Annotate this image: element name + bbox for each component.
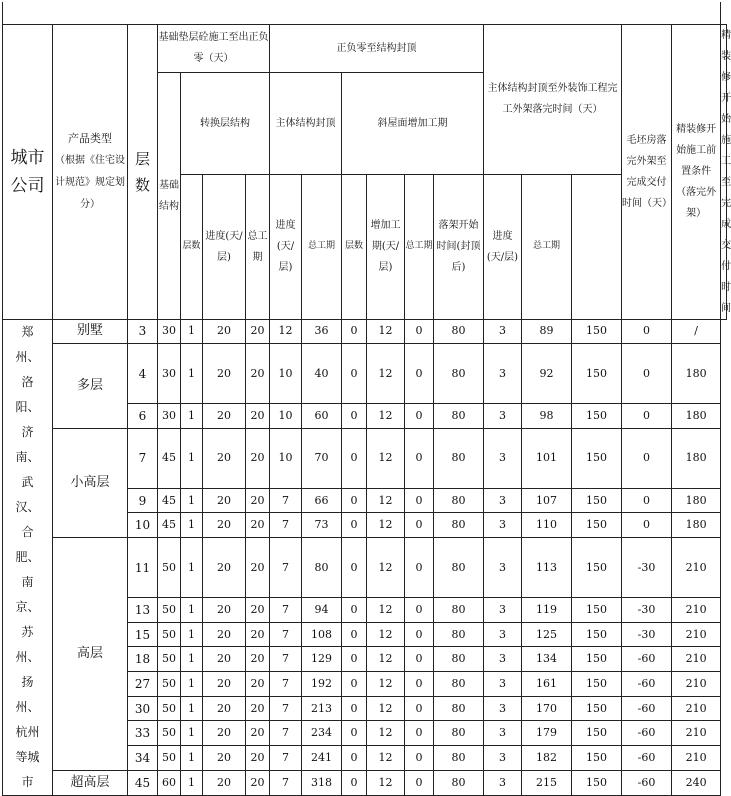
fine-delivery-cell: / [672, 319, 721, 344]
floors-cell: 18 [128, 647, 158, 672]
transfer-total-cell: 20 [246, 672, 270, 697]
main-progress-cell: 7 [270, 672, 302, 697]
foundation-cell: 45 [158, 513, 181, 538]
product-category-cell: 高层 [53, 538, 128, 771]
fine-delivery-cell: 210 [672, 598, 721, 623]
decor-total-cell: 134 [522, 647, 572, 672]
fine-delivery-header: 精装修开始施工至完成交付时间 [721, 24, 727, 319]
decor-start-cell: 80 [434, 746, 484, 771]
product-category-cell: 超高层 [53, 770, 128, 795]
product-type-note: （根据《住宅设计规范》规定划分） [55, 154, 125, 210]
decor-start-cell: 80 [434, 696, 484, 721]
fine-start-cell: 0 [622, 513, 672, 538]
transfer-floors-header: 层数 [181, 175, 203, 320]
main-total-cell: 66 [302, 488, 342, 513]
transfer-total-cell: 20 [246, 746, 270, 771]
decor-total-cell: 98 [522, 404, 572, 429]
decor-total-cell: 110 [522, 513, 572, 538]
rough-delivery-cell: 150 [572, 488, 622, 513]
transfer-floors-cell: 1 [181, 770, 203, 795]
product-category-cell: 别墅 [53, 319, 128, 344]
fine-delivery-cell: 180 [672, 488, 721, 513]
decor-start-cell: 80 [434, 513, 484, 538]
table-row [3, 319, 727, 344]
main-total-cell: 192 [302, 672, 342, 697]
main-progress-cell: 12 [270, 319, 302, 344]
transfer-total-cell: 20 [246, 488, 270, 513]
roof-total-cell: 0 [405, 513, 434, 538]
roof-added-cell: 12 [367, 319, 405, 344]
decor-progress-cell: 3 [484, 513, 522, 538]
roof-total-cell: 0 [405, 647, 434, 672]
main-total-cell: 213 [302, 696, 342, 721]
transfer-sub-header: 转换层结构 [181, 72, 270, 175]
table-row [3, 770, 727, 795]
decor-progress-cell: 3 [484, 598, 522, 623]
roof-floors-cell: 0 [342, 513, 367, 538]
transfer-floors-cell: 1 [181, 721, 203, 746]
transfer-floors-cell: 1 [181, 404, 203, 429]
rough-delivery-cell: 150 [572, 647, 622, 672]
fine-delivery-cell: 210 [672, 721, 721, 746]
roof-floors-cell: 0 [342, 598, 367, 623]
rough-delivery-cell: 150 [572, 696, 622, 721]
city-company-header: 城市公司 [3, 24, 53, 319]
transfer-progress-cell: 20 [203, 770, 246, 795]
floors-cell: 15 [128, 622, 158, 647]
transfer-total-cell: 20 [246, 319, 270, 344]
roof-added-cell: 12 [367, 721, 405, 746]
roof-floors-cell: 0 [342, 647, 367, 672]
decor-start-cell: 80 [434, 428, 484, 488]
main-total-cell: 60 [302, 404, 342, 429]
decor-total-cell: 170 [522, 696, 572, 721]
roof-added-cell: 12 [367, 344, 405, 404]
decoration-group-header: 主体结构封顶至外装饰工程完工外架落完时间（天） [484, 24, 622, 175]
decor-progress-cell: 3 [484, 538, 522, 598]
foundation-sub-header: 基础结构 [158, 72, 181, 319]
decor-progress-cell: 3 [484, 319, 522, 344]
main-structure-sub-header: 主体结构封顶 [270, 72, 342, 175]
decor-progress-cell: 3 [484, 770, 522, 795]
fine-start-cell: -30 [622, 598, 672, 623]
transfer-floors-cell: 1 [181, 538, 203, 598]
main-progress-cell: 7 [270, 647, 302, 672]
roof-floors-cell: 0 [342, 622, 367, 647]
main-progress-cell: 7 [270, 721, 302, 746]
fine-delivery-cell: 180 [672, 404, 721, 429]
foundation-cell: 50 [158, 647, 181, 672]
rough-delivery-cell: 150 [572, 672, 622, 697]
rough-delivery-cell: 150 [572, 538, 622, 598]
transfer-floors-cell: 1 [181, 622, 203, 647]
rough-delivery-cell: 150 [572, 319, 622, 344]
roof-total-cell: 0 [405, 696, 434, 721]
decor-total-cell: 107 [522, 488, 572, 513]
main-total-cell: 80 [302, 538, 342, 598]
rough-delivery-cell: 150 [572, 344, 622, 404]
roof-floors-cell: 0 [342, 696, 367, 721]
decor-total-cell: 215 [522, 770, 572, 795]
main-total-cell: 73 [302, 513, 342, 538]
transfer-progress-cell: 20 [203, 319, 246, 344]
main-progress-cell: 7 [270, 770, 302, 795]
roof-floors-cell: 0 [342, 538, 367, 598]
transfer-progress-cell: 20 [203, 598, 246, 623]
roof-total-cell: 0 [405, 672, 434, 697]
decor-start-cell: 80 [434, 770, 484, 795]
fine-start-cell: -60 [622, 672, 672, 697]
decor-progress-cell: 3 [484, 428, 522, 488]
decor-total-header: 总工期 [522, 175, 572, 320]
roof-added-cell: 12 [367, 672, 405, 697]
roof-added-cell: 12 [367, 770, 405, 795]
decor-start-cell: 80 [434, 488, 484, 513]
roof-sub-header: 斜屋面增加工期 [342, 72, 484, 175]
roof-floors-cell: 0 [342, 488, 367, 513]
product-type-header [53, 24, 128, 319]
roof-floors-cell: 0 [342, 721, 367, 746]
transfer-floors-cell: 1 [181, 488, 203, 513]
rough-delivery-cell: 150 [572, 513, 622, 538]
roof-total-cell: 0 [405, 344, 434, 404]
foundation-cell: 45 [158, 488, 181, 513]
transfer-floors-cell: 1 [181, 696, 203, 721]
transfer-progress-cell: 20 [203, 488, 246, 513]
floors-cell: 11 [128, 538, 158, 598]
foundation-cell: 50 [158, 672, 181, 697]
transfer-total-cell: 20 [246, 344, 270, 404]
decor-total-cell: 89 [522, 319, 572, 344]
floors-cell: 9 [128, 488, 158, 513]
decor-progress-cell: 3 [484, 488, 522, 513]
roof-added-cell: 12 [367, 404, 405, 429]
product-category-cell: 多层 [53, 344, 128, 429]
roof-floors-cell: 0 [342, 319, 367, 344]
foundation-cell: 50 [158, 721, 181, 746]
roof-floors-cell: 0 [342, 428, 367, 488]
main-progress-cell: 7 [270, 696, 302, 721]
floors-cell: 27 [128, 672, 158, 697]
roof-added-cell: 12 [367, 513, 405, 538]
transfer-floors-cell: 1 [181, 746, 203, 771]
main-progress-cell: 7 [270, 513, 302, 538]
decor-progress-cell: 3 [484, 672, 522, 697]
fine-delivery-cell: 180 [672, 344, 721, 404]
transfer-progress-cell: 20 [203, 513, 246, 538]
transfer-floors-cell: 1 [181, 647, 203, 672]
foundation-cell: 50 [158, 622, 181, 647]
rough-delivery-cell: 150 [572, 404, 622, 429]
fine-delivery-cell: 180 [672, 513, 721, 538]
fine-delivery-cell: 240 [672, 770, 721, 795]
transfer-total-cell: 20 [246, 770, 270, 795]
main-total-header: 总工期 [302, 175, 342, 320]
transfer-progress-cell: 20 [203, 538, 246, 598]
rough-delivery-header: 毛坯房落完外架至完成交付时间（天） [622, 24, 672, 319]
decor-total-cell: 125 [522, 622, 572, 647]
main-total-cell: 36 [302, 319, 342, 344]
rough-delivery-cell: 150 [572, 721, 622, 746]
cities-cell: 郑州、洛阳、济南、武汉、合肥、南京、苏州、扬州、杭州等城市 [3, 319, 53, 795]
transfer-total-cell: 20 [246, 696, 270, 721]
fine-delivery-cell: 210 [672, 696, 721, 721]
fine-start-cell: -60 [622, 721, 672, 746]
foundation-cell: 30 [158, 404, 181, 429]
decor-start-cell: 80 [434, 647, 484, 672]
roof-total-cell: 0 [405, 746, 434, 771]
fine-start-cell: 0 [622, 404, 672, 429]
transfer-total-cell: 20 [246, 428, 270, 488]
decor-total-cell: 161 [522, 672, 572, 697]
roof-added-cell: 12 [367, 538, 405, 598]
rough-delivery-cell: 150 [572, 428, 622, 488]
fine-start-cell: 0 [622, 488, 672, 513]
construction-schedule-table [2, 2, 731, 796]
decor-progress-cell: 3 [484, 622, 522, 647]
decor-total-cell: 92 [522, 344, 572, 404]
transfer-progress-cell: 20 [203, 647, 246, 672]
product-category-cell: 小高层 [53, 428, 128, 537]
transfer-floors-cell: 1 [181, 428, 203, 488]
transfer-total-cell: 20 [246, 598, 270, 623]
roof-floors-cell: 0 [342, 746, 367, 771]
decor-progress-cell: 3 [484, 721, 522, 746]
rough-delivery-cell: 150 [572, 598, 622, 623]
main-total-cell: 318 [302, 770, 342, 795]
roof-added-cell: 12 [367, 428, 405, 488]
transfer-progress-header: 进度(天/层) [203, 175, 246, 320]
roof-total-cell: 0 [405, 428, 434, 488]
foundation-group-header: 基础垫层砼施工至出正负零（天） [158, 24, 270, 72]
floors-cell: 30 [128, 696, 158, 721]
main-total-cell: 40 [302, 344, 342, 404]
decor-total-cell: 182 [522, 746, 572, 771]
rough-delivery-cell: 150 [572, 770, 622, 795]
main-progress-cell: 10 [270, 344, 302, 404]
floors-cell: 34 [128, 746, 158, 771]
structure-group-header: 正负零至结构封顶 [270, 24, 484, 72]
transfer-total-cell: 20 [246, 513, 270, 538]
foundation-cell: 30 [158, 319, 181, 344]
roof-floors-cell: 0 [342, 344, 367, 404]
main-progress-cell: 7 [270, 622, 302, 647]
roof-floors-cell: 0 [342, 672, 367, 697]
roof-added-cell: 12 [367, 647, 405, 672]
decor-progress-header: 进度(天/层) [484, 175, 522, 320]
fine-delivery-cell: 210 [672, 622, 721, 647]
roof-floors-header: 层数 [342, 175, 367, 320]
main-total-cell: 241 [302, 746, 342, 771]
decor-total-cell: 119 [522, 598, 572, 623]
transfer-progress-cell: 20 [203, 696, 246, 721]
decor-start-cell: 80 [434, 672, 484, 697]
transfer-total-header: 总工期 [246, 175, 270, 320]
main-progress-cell: 7 [270, 538, 302, 598]
roof-total-cell: 0 [405, 770, 434, 795]
fine-start-cell: 0 [622, 319, 672, 344]
roof-added-cell: 12 [367, 622, 405, 647]
floors-header: 层数 [128, 24, 158, 319]
transfer-progress-cell: 20 [203, 404, 246, 429]
table-row [3, 428, 727, 488]
roof-floors-cell: 0 [342, 404, 367, 429]
main-progress-cell: 7 [270, 488, 302, 513]
fine-start-cell: -60 [622, 770, 672, 795]
transfer-progress-cell: 20 [203, 344, 246, 404]
roof-added-cell: 12 [367, 696, 405, 721]
transfer-total-cell: 20 [246, 647, 270, 672]
foundation-cell: 50 [158, 598, 181, 623]
fine-delivery-cell: 180 [672, 428, 721, 488]
fine-delivery-cell: 210 [672, 538, 721, 598]
transfer-floors-cell: 1 [181, 672, 203, 697]
roof-total-cell: 0 [405, 404, 434, 429]
transfer-total-cell: 20 [246, 721, 270, 746]
decor-start-cell: 80 [434, 404, 484, 429]
fine-start-cell: -30 [622, 538, 672, 598]
roof-total-cell: 0 [405, 488, 434, 513]
transfer-total-cell: 20 [246, 538, 270, 598]
floors-cell: 45 [128, 770, 158, 795]
decor-start-cell: 80 [434, 538, 484, 598]
roof-added-header: 增加工期(天/层) [367, 175, 405, 320]
title-row-empty [3, 2, 721, 24]
table-row [3, 344, 727, 404]
floors-cell: 7 [128, 428, 158, 488]
fine-delivery-cell: 210 [672, 672, 721, 697]
roof-floors-cell: 0 [342, 770, 367, 795]
fine-delivery-cell: 210 [672, 746, 721, 771]
roof-total-cell: 0 [405, 319, 434, 344]
main-total-cell: 129 [302, 647, 342, 672]
decor-progress-cell: 3 [484, 404, 522, 429]
transfer-floors-cell: 1 [181, 513, 203, 538]
main-progress-cell: 10 [270, 404, 302, 429]
decor-total-cell: 113 [522, 538, 572, 598]
foundation-cell: 50 [158, 746, 181, 771]
main-total-cell: 94 [302, 598, 342, 623]
table-row [3, 538, 727, 598]
decor-progress-cell: 3 [484, 647, 522, 672]
product-type-title: 产品类型 [68, 131, 112, 145]
rough-delivery-cell: 150 [572, 746, 622, 771]
roof-total-cell: 0 [405, 598, 434, 623]
roof-total-cell: 0 [405, 538, 434, 598]
fine-start-cell: -60 [622, 696, 672, 721]
decor-start-header: 落架开始时间(封顶后) [434, 175, 484, 320]
main-progress-cell: 7 [270, 746, 302, 771]
roof-total-header: 总工期 [405, 175, 434, 320]
roof-added-cell: 12 [367, 746, 405, 771]
roof-added-cell: 12 [367, 488, 405, 513]
decor-progress-cell: 3 [484, 696, 522, 721]
main-total-cell: 234 [302, 721, 342, 746]
main-progress-header: 进度(天/层) [270, 175, 302, 320]
transfer-progress-cell: 20 [203, 746, 246, 771]
main-total-cell: 70 [302, 428, 342, 488]
fine-start-cell: 0 [622, 428, 672, 488]
decor-start-cell: 80 [434, 319, 484, 344]
foundation-cell: 30 [158, 344, 181, 404]
foundation-cell: 50 [158, 538, 181, 598]
decor-start-cell: 80 [434, 598, 484, 623]
roof-total-cell: 0 [405, 721, 434, 746]
floors-cell: 33 [128, 721, 158, 746]
floors-cell: 4 [128, 344, 158, 404]
fine-start-cell: -30 [622, 622, 672, 647]
rough-delivery-cell: 150 [572, 622, 622, 647]
main-total-cell: 108 [302, 622, 342, 647]
transfer-floors-cell: 1 [181, 344, 203, 404]
decor-start-cell: 80 [434, 622, 484, 647]
transfer-progress-cell: 20 [203, 622, 246, 647]
floors-cell: 6 [128, 404, 158, 429]
foundation-cell: 50 [158, 696, 181, 721]
fine-start-cell: -60 [622, 746, 672, 771]
decor-total-cell: 179 [522, 721, 572, 746]
foundation-cell: 60 [158, 770, 181, 795]
roof-added-cell: 12 [367, 598, 405, 623]
transfer-progress-cell: 20 [203, 672, 246, 697]
fine-start-cell: 0 [622, 344, 672, 404]
decor-start-cell: 80 [434, 344, 484, 404]
decor-total-cell: 101 [522, 428, 572, 488]
floors-cell: 3 [128, 319, 158, 344]
decor-progress-cell: 3 [484, 344, 522, 404]
foundation-cell: 45 [158, 428, 181, 488]
transfer-floors-cell: 1 [181, 319, 203, 344]
transfer-progress-cell: 20 [203, 721, 246, 746]
fine-delivery-cell: 210 [672, 647, 721, 672]
floors-cell: 13 [128, 598, 158, 623]
transfer-total-cell: 20 [246, 404, 270, 429]
roof-total-cell: 0 [405, 622, 434, 647]
transfer-floors-cell: 1 [181, 598, 203, 623]
fine-start-header: 精装修开始施工前置条件（落完外架） [672, 24, 721, 319]
decor-progress-cell: 3 [484, 746, 522, 771]
main-progress-cell: 7 [270, 598, 302, 623]
floors-cell: 10 [128, 513, 158, 538]
transfer-progress-cell: 20 [203, 428, 246, 488]
main-progress-cell: 10 [270, 428, 302, 488]
fine-start-cell: -60 [622, 647, 672, 672]
decor-start-cell: 80 [434, 721, 484, 746]
transfer-total-cell: 20 [246, 622, 270, 647]
